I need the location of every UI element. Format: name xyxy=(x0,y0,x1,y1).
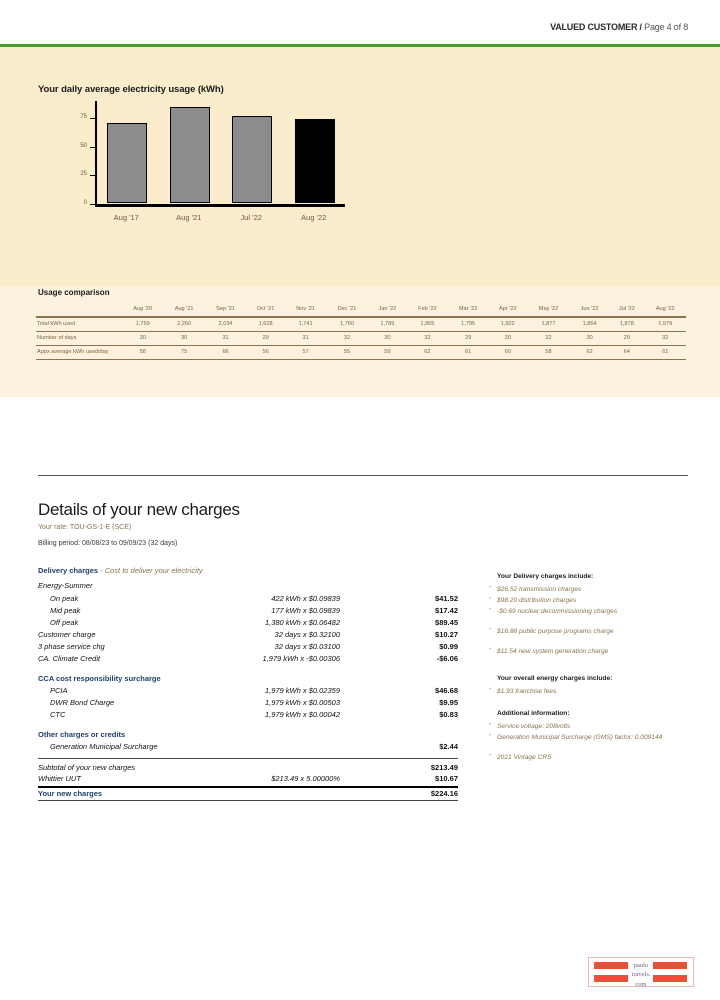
bullet-icon: - xyxy=(489,732,492,739)
chart-category-label: Jul '22 xyxy=(240,213,262,222)
charge-line-amount: $213.49 xyxy=(430,763,458,772)
delivery-include-item: -$0.69 nuclear decommissioning charges xyxy=(497,608,618,615)
usage-table-row-label: Number of days xyxy=(37,334,77,341)
usage-table-cell: 62 xyxy=(424,349,431,356)
usage-table-cell: 30 xyxy=(384,335,391,342)
charge-line-label: On peak xyxy=(50,594,79,603)
bullet-icon: - xyxy=(489,606,492,613)
usage-table-cell: 1,955 xyxy=(420,321,435,328)
chart-tick-label: 75 xyxy=(80,114,87,121)
header-customer-page xyxy=(550,22,688,32)
usage-table-cell: 1,877 xyxy=(541,321,556,328)
charge-line-amount: $0.83 xyxy=(439,710,458,719)
charge-line-label: CTC xyxy=(50,710,66,719)
energy-include-heading: Your overall energy charges include: xyxy=(497,675,613,682)
chart-x-axis xyxy=(95,204,345,207)
chart-tick-mark xyxy=(90,118,95,119)
usage-table-column-header: Aug '21 xyxy=(174,306,194,312)
usage-table-cell: 30 xyxy=(139,335,146,342)
delivery-include-item: $16.88 public purpose programs charge xyxy=(497,628,614,635)
bullet-icon: - xyxy=(489,752,492,759)
usage-table-column-header: Nov '21 xyxy=(296,306,315,312)
table-row xyxy=(36,345,686,359)
watermark-logo xyxy=(588,957,694,987)
usage-table-cell: 57 xyxy=(302,349,309,356)
energy-section-label: Energy-Summer xyxy=(38,581,93,590)
chart-category-label: Aug '17 xyxy=(113,213,139,222)
charge-line-detail: 32 days x $0.03100 xyxy=(274,642,340,651)
charge-line-amount: $10.27 xyxy=(435,630,458,639)
page-title: Details of your new charges xyxy=(38,500,240,519)
table-row xyxy=(36,331,686,345)
charges-rule xyxy=(38,800,458,801)
charge-line-label: 3 phase service chg xyxy=(38,642,105,651)
chart-tick-label: 25 xyxy=(80,171,87,178)
bullet-icon: - xyxy=(489,595,492,602)
usage-table-cell: 62 xyxy=(586,349,593,356)
usage-table-column-header: May '22 xyxy=(538,306,559,312)
usage-table-cell: 1,979 xyxy=(658,321,673,328)
page-header xyxy=(0,0,720,44)
usage-table-header-row xyxy=(36,303,686,317)
usage-table-cell: 32 xyxy=(424,335,431,342)
usage-comparison-table xyxy=(36,303,686,360)
chart-title: Your daily average electricity usage (kWh) xyxy=(38,84,224,95)
usage-table-cell: 60 xyxy=(504,349,511,356)
charge-line-label: Customer charge xyxy=(38,630,96,639)
charge-line-amount: -$6.06 xyxy=(436,654,458,663)
usage-table-cell: 29 xyxy=(262,335,269,342)
rate-line: Your rate: TOU-GS-1-E (SCE) xyxy=(38,524,132,531)
usage-table-column-header: Mar '22 xyxy=(458,306,478,312)
charge-line-amount: $41.52 xyxy=(435,594,458,603)
additional-info-item: Generation Municipal Surcharge (GMS) factor: 0.009144 xyxy=(497,734,663,741)
usage-table-row-label: Appx average kWh used/day xyxy=(37,348,109,355)
usage-table-column-header: Aug '22 xyxy=(655,306,675,312)
chart-bar xyxy=(295,119,335,203)
usage-table-row-label: Total kWh used xyxy=(37,321,76,327)
usage-table-column-header: Dec '21 xyxy=(337,306,357,312)
charge-line-label: Mid peak xyxy=(50,606,81,615)
charge-line-detail: $213.49 x 5.00000% xyxy=(271,774,340,783)
watermark-line-3: com xyxy=(635,980,647,988)
chart-bar xyxy=(232,116,272,203)
usage-table-cell: 1,789 xyxy=(380,321,395,328)
bullet-icon: - xyxy=(489,721,492,728)
other-charges-heading: Other charges or credits xyxy=(38,730,126,739)
usage-table-column-header: Jun '22 xyxy=(580,306,599,312)
charge-line-label: PCIA xyxy=(50,686,68,695)
usage-table-column-header: Aug '20 xyxy=(133,306,153,312)
charges-rule xyxy=(38,786,458,788)
chart-category-label: Aug '21 xyxy=(176,213,202,222)
usage-table-cell: 1,628 xyxy=(258,321,273,328)
charge-line-detail: 177 kWh x $0.09839 xyxy=(271,606,340,615)
usage-table-cell: 58 xyxy=(545,349,552,356)
charge-line-detail: 1,979 kWh x $0.00042 xyxy=(264,710,340,719)
charge-line-label: DWR Bond Charge xyxy=(50,698,115,707)
delivery-charges-heading xyxy=(38,566,203,575)
usage-table-head xyxy=(36,303,686,317)
watermark-line-2: travels. xyxy=(631,971,651,979)
charge-line-detail: 1,979 kWh x -$0.00306 xyxy=(262,654,340,663)
usage-table-column-header: Oct '21 xyxy=(256,306,275,312)
usage-table-cell: 30 xyxy=(586,335,593,342)
delivery-include-item: $11.54 new system generation charge xyxy=(497,648,609,655)
chart-y-axis xyxy=(95,101,97,206)
charges-rule xyxy=(38,758,458,759)
usage-table-cell: 61 xyxy=(464,349,472,356)
energy-include-item: $1.93 franchise fees xyxy=(497,688,557,695)
billing-period-line: Billing period: 08/08/23 to 09/09/23 (32 days) xyxy=(38,540,178,547)
usage-table-cell: 31 xyxy=(302,335,309,342)
charge-line-label: Off peak xyxy=(50,618,79,627)
usage-table-cell: 59 xyxy=(384,349,391,356)
header-page-number: Page 4 of 8 xyxy=(644,22,688,32)
charge-line-detail: 32 days x $0.32100 xyxy=(274,630,340,639)
usage-table-cell: 1,760 xyxy=(339,321,354,328)
chart-bar xyxy=(107,123,147,203)
usage-table-corner-cell xyxy=(36,303,122,317)
usage-table-cell: 2,260 xyxy=(177,321,192,328)
chart-tick-label: 0 xyxy=(83,200,87,206)
chart-category-label: Aug '22 xyxy=(301,213,327,222)
chart-tick-mark xyxy=(90,147,95,148)
delivery-include-item: $98.20 distribution charges xyxy=(497,597,577,604)
usage-table-cell: 66 xyxy=(222,349,229,356)
cca-surcharge-heading: CCA cost responsibility surcharge xyxy=(38,674,161,683)
usage-table-cell: 61 xyxy=(662,349,669,356)
usage-table-cell: 58 xyxy=(139,349,146,356)
usage-table-cell: 2,034 xyxy=(218,321,233,328)
usage-table-cell: 1,878 xyxy=(619,321,634,328)
usage-table-body xyxy=(36,317,686,359)
charge-line-detail: 1,979 kWh x $0.02359 xyxy=(264,686,340,695)
usage-table-cell: 32 xyxy=(662,335,669,342)
usage-table-column-header: Jan '22 xyxy=(378,306,397,312)
charge-line-label: Generation Municipal Surcharge xyxy=(50,742,158,751)
usage-table-cell: 31 xyxy=(222,335,229,342)
charge-line-detail: 1,380 kWh x $0.06482 xyxy=(264,618,340,627)
usage-table-cell: 55 xyxy=(343,349,351,356)
charge-line-detail: 1,979 kWh x $0.00503 xyxy=(264,698,340,707)
chart-tick-mark xyxy=(90,204,95,205)
chart-bar xyxy=(170,107,210,203)
usage-table-cell: 1,864 xyxy=(582,321,597,328)
charge-line-amount: $17.42 xyxy=(435,606,458,615)
usage-table-cell: 32 xyxy=(343,335,351,342)
delivery-charges-label: Delivery charges xyxy=(38,566,99,575)
usage-table-column-header: Jul '22 xyxy=(618,306,635,312)
bullet-icon: - xyxy=(489,686,492,693)
chart-tick-mark xyxy=(90,175,95,176)
usage-table-cell: 30 xyxy=(504,335,511,342)
delivery-include-heading: Your Delivery charges include: xyxy=(497,573,594,580)
usage-table-cell: 32 xyxy=(545,335,552,342)
usage-table-cell: 1,795 xyxy=(461,321,476,328)
usage-table-cell: 29 xyxy=(464,335,472,342)
header-separator: / xyxy=(637,22,645,32)
additional-info-item: Service voltage: 208volts xyxy=(497,723,571,730)
usage-bar-chart xyxy=(80,101,345,222)
additional-info-heading: Additional information: xyxy=(497,710,570,717)
usage-table-cell: 1,822 xyxy=(500,321,515,328)
usage-table-column-header: Feb '22 xyxy=(418,306,437,312)
additional-info-item: 2021 Vintage CRS xyxy=(497,754,552,761)
bullet-icon: - xyxy=(489,646,492,653)
watermark-text xyxy=(589,961,693,989)
charge-line-amount: $89.45 xyxy=(435,618,458,627)
charge-line-amount: $224.16 xyxy=(430,789,458,798)
usage-comparison-title: Usage comparison xyxy=(38,288,110,297)
header-customer-name: VALUED CUSTOMER xyxy=(550,22,638,32)
usage-table-column-header: Sep '21 xyxy=(216,306,235,312)
bullet-icon: - xyxy=(489,626,492,633)
usage-table-cell: 1,759 xyxy=(135,321,150,328)
delivery-include-item: $26.52 transmission charges xyxy=(497,586,582,593)
charge-line-amount: $9.95 xyxy=(439,698,458,707)
charge-line-amount: $0.99 xyxy=(439,642,458,651)
usage-table-cell: 30 xyxy=(181,335,188,342)
total-label: Your new charges xyxy=(38,789,103,798)
usage-table-cell: 64 xyxy=(623,349,630,356)
usage-table-column-header: Apr '22 xyxy=(499,306,517,312)
usage-table-cell: 29 xyxy=(623,335,630,342)
bullet-icon: - xyxy=(489,584,492,591)
charge-line-label: CA. Climate Credit xyxy=(38,654,101,663)
table-row xyxy=(36,317,686,331)
usage-table-cell: 75 xyxy=(181,349,188,356)
delivery-charges-sublabel: - Cost to deliver your electricity xyxy=(98,566,203,575)
usage-table-cell: 1,741 xyxy=(298,321,313,328)
charge-line-detail: 422 kWh x $0.09839 xyxy=(271,594,340,603)
watermark-line-1: paulo xyxy=(633,962,649,969)
charge-line-amount: $10.67 xyxy=(435,774,458,783)
chart-tick-label: 50 xyxy=(80,142,87,149)
charge-line-amount: $46.68 xyxy=(435,686,458,695)
section-divider xyxy=(38,475,688,476)
subtotal-label: Subtotal of your new charges xyxy=(38,763,136,772)
tax-label: Whittier UUT xyxy=(38,774,81,783)
usage-table-cell: 56 xyxy=(262,349,269,356)
charge-line-amount: $2.44 xyxy=(439,742,458,751)
